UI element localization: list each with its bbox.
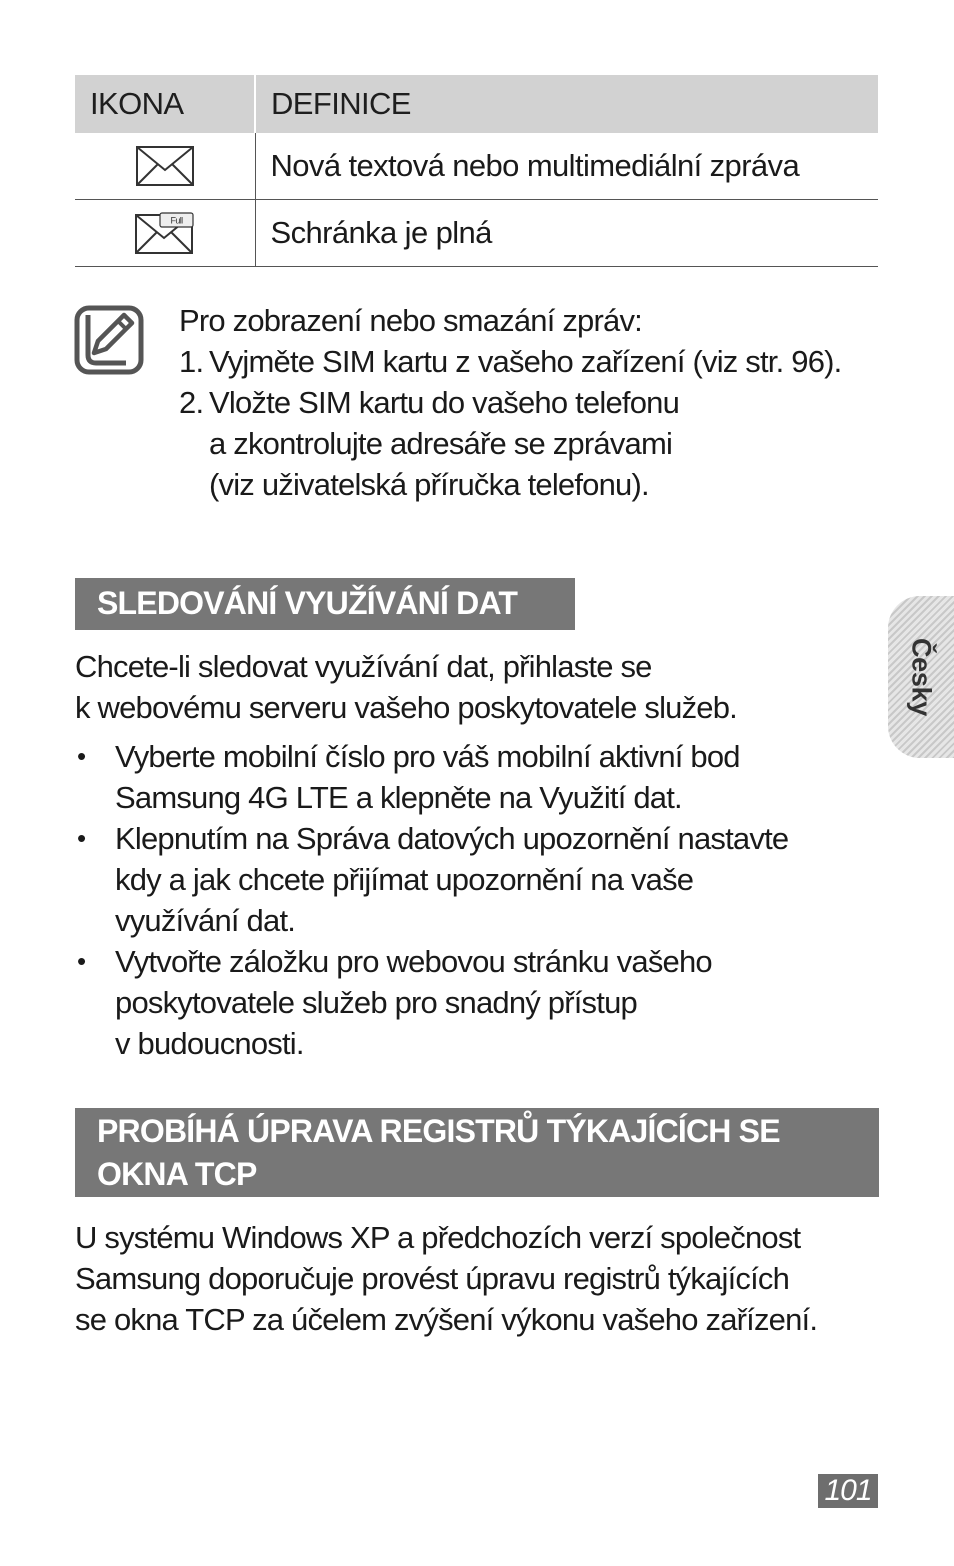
icon-cell — [75, 133, 255, 200]
list-item — [75, 818, 865, 941]
paragraph-line: Chcete-li sledovat využívání dat, přihlaste se — [75, 649, 652, 684]
note-intro: Pro zobrazení nebo smazání zpráv: — [179, 303, 642, 338]
definition-cell: Nová textová nebo multimediální zpráva — [255, 133, 878, 200]
envelope-full-icon — [135, 212, 195, 254]
note-pencil-icon — [74, 305, 144, 375]
section-heading-tcp-registry — [75, 1108, 879, 1197]
step-number: 1. — [179, 344, 204, 379]
bullet-marker: • — [77, 741, 86, 771]
note-step-2 — [179, 382, 879, 505]
section-paragraph — [75, 646, 875, 728]
column-header-icon: IKONA — [75, 75, 255, 133]
step-line: (viz uživatelská příručka telefonu). — [209, 467, 649, 502]
page-number: 101 — [818, 1474, 878, 1508]
bullet-marker: • — [77, 823, 86, 853]
bullet-marker: • — [77, 946, 86, 976]
icon-definition-table — [75, 75, 878, 267]
paragraph-line: U systému Windows XP a předchozích verzí společnost — [75, 1220, 801, 1255]
icon-cell — [75, 200, 255, 267]
note-block — [179, 300, 879, 505]
list-item — [75, 736, 865, 818]
envelope-icon — [136, 146, 194, 186]
step-number: 2. — [179, 385, 204, 420]
note-step-1 — [179, 341, 879, 382]
step-line: a zkontrolujte adresáře se zprávami — [209, 426, 673, 461]
table-header-row — [75, 75, 878, 133]
step-text — [209, 382, 679, 505]
table-row — [75, 200, 878, 267]
section-paragraph — [75, 1217, 875, 1340]
list-item-text: Klepnutím na Správa datových upozornění nastavte kdy a jak chcete přijímat upozornění na vaše využívání dat. — [115, 821, 789, 938]
table-row — [75, 133, 878, 200]
paragraph-line: se okna TCP za účelem zvýšení výkonu vašeho zařízení. — [75, 1302, 818, 1337]
language-tab-label: Česky — [906, 637, 937, 717]
bullet-list — [75, 736, 865, 1064]
definition-cell: Schránka je plná — [255, 200, 878, 267]
full-badge-text: Full — [170, 215, 183, 226]
list-item-text: Vytvořte záložku pro webovou stránku vašeho poskytovatele služeb pro snadný přístup v budoucnosti. — [115, 944, 712, 1061]
heading-line: PROBÍHÁ ÚPRAVA REGISTRŮ TÝKAJÍCÍCH SE — [97, 1113, 780, 1149]
heading-line: OKNA TCP — [97, 1156, 257, 1192]
paragraph-line: Samsung doporučuje provést úpravu registrů týkajících — [75, 1261, 790, 1296]
step-text: Vyjměte SIM kartu z vašeho zařízení (viz str. 96). — [209, 344, 842, 379]
list-item-text: Vyberte mobilní číslo pro váš mobilní aktivní bod Samsung 4G LTE a klepněte na Využití dat. — [115, 739, 740, 815]
section-heading-data-usage: SLEDOVÁNÍ VYUŽÍVÁNÍ DAT — [75, 578, 575, 630]
column-header-definition: DEFINICE — [255, 75, 878, 133]
step-line: Vložte SIM kartu do vašeho telefonu — [209, 385, 680, 420]
list-item — [75, 941, 865, 1064]
paragraph-line: k webovému serveru vašeho poskytovatele služeb. — [75, 690, 737, 725]
